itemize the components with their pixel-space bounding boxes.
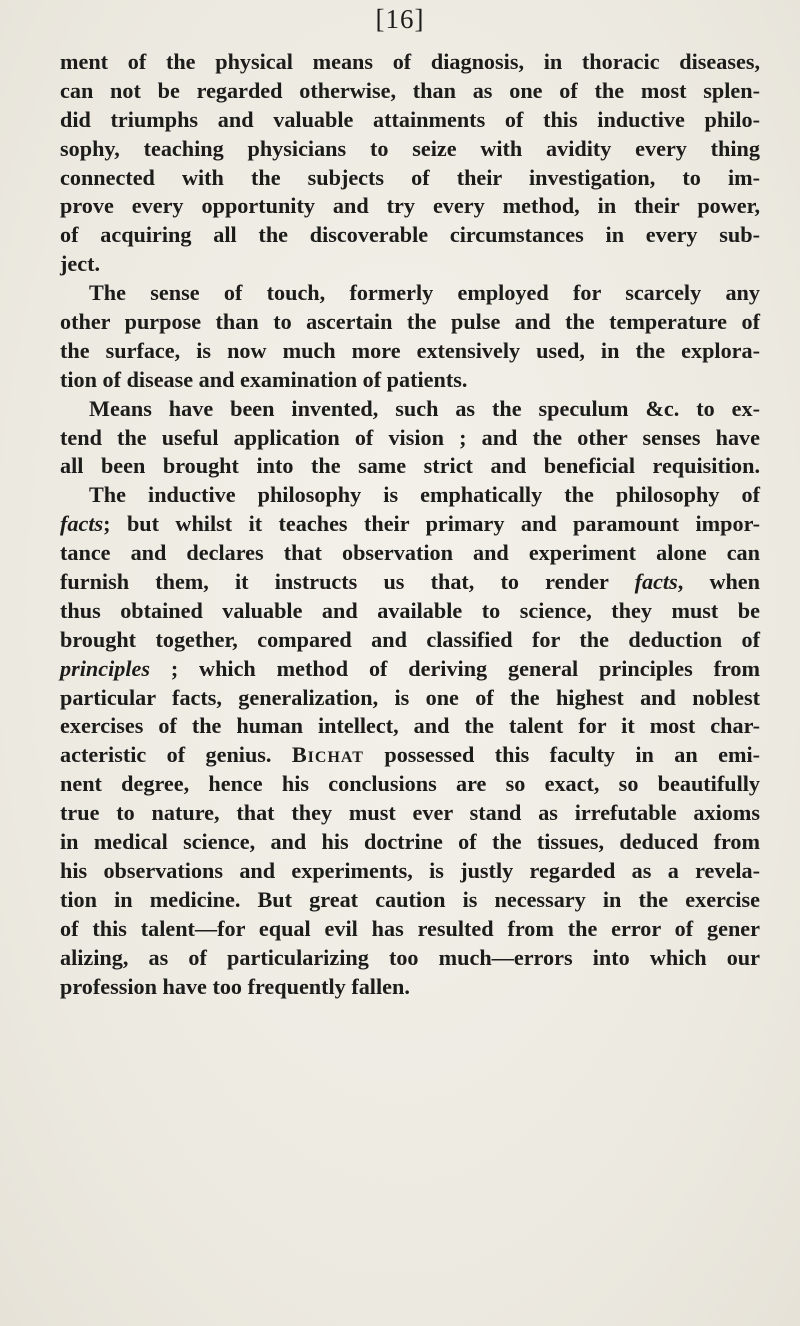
text-segment: connected with the subjects of their investigation, to im-: [60, 164, 760, 190]
text-segment: acteristic of genius.: [60, 742, 292, 768]
text-segment: , when: [677, 569, 760, 595]
text-line: [60, 77, 760, 106]
text-segment: brought together, compared and classified for the deduction of: [60, 626, 760, 652]
text-segment: his observations and experiments, is justly regarded as a revela-: [60, 857, 760, 883]
text-line: [60, 221, 760, 250]
text-line: [60, 48, 760, 77]
text-line: [60, 857, 760, 886]
text-segment: of acquiring all the discoverable circumstances in every sub-: [60, 222, 760, 248]
text-line: [60, 770, 760, 799]
text-line: [60, 741, 760, 770]
text-line: [60, 626, 760, 655]
text-segment: did triumphs and valuable attainments of this inductive philo-: [60, 106, 760, 132]
text-line: [60, 568, 760, 597]
text-line: [60, 712, 760, 741]
text-segment: Bichat: [291, 742, 364, 768]
text-segment: can not be regarded otherwise, than as one of the most splen-: [60, 77, 760, 103]
text-segment: in medical science, and his doctrine of the tissues, deduced from: [60, 829, 760, 855]
text-segment: facts: [634, 569, 678, 595]
text-segment: thus obtained valuable and available to science, they must be: [60, 597, 760, 623]
text-segment: alizing, as of particularizing too much—errors into which our: [60, 944, 760, 970]
text-segment: tion of disease and examination of patients.: [60, 366, 468, 392]
text-line: [60, 279, 760, 308]
text-segment: tance and declares that observation and experiment alone can: [60, 540, 760, 566]
text-segment: exercises of the human intellect, and the talent for it most char-: [60, 713, 760, 739]
text-line: [60, 164, 760, 193]
text-line: [60, 944, 760, 973]
text-segment: ; but whilst it teaches their primary and paramount impor-: [103, 511, 760, 537]
text-line: [60, 481, 760, 510]
text-line: [60, 539, 760, 568]
text-segment: tend the useful application of vision ; and the other senses have: [60, 424, 760, 450]
text-segment: of this talent—for equal evil has resulted from the error of gener: [60, 915, 760, 941]
text-segment: true to nature, that they must ever stand as irrefutable axioms: [60, 800, 760, 826]
text-segment: possessed this faculty in an emi-: [363, 742, 760, 768]
text-segment: other purpose than to ascertain the pulse and the temperature of: [60, 309, 760, 335]
text-line: [60, 915, 760, 944]
text-line: [60, 973, 760, 1002]
text-segment: nent degree, hence his conclusions are so exact, so beautifully: [60, 771, 760, 797]
text-segment: principles: [60, 655, 150, 681]
text-line: [60, 308, 760, 337]
body-text: [60, 48, 760, 1001]
text-segment: particular facts, generalization, is one of the highest and noblest: [60, 684, 760, 710]
text-segment: The inductive philosophy is emphatically the philosophy of: [89, 482, 760, 508]
text-segment: furnish them, it instructs us that, to render: [60, 569, 635, 595]
text-line: [60, 337, 760, 366]
text-line: [60, 886, 760, 915]
text-segment: profession have too frequently fallen.: [60, 973, 410, 999]
text-line: [60, 828, 760, 857]
text-line: [60, 250, 760, 279]
text-line: [60, 366, 760, 395]
text-segment: prove every opportunity and try every method, in their power,: [60, 193, 760, 219]
text-line: [60, 395, 760, 424]
text-segment: facts: [60, 511, 104, 537]
text-segment: Means have been invented, such as the speculum &c. to ex-: [89, 395, 760, 421]
text-line: [60, 655, 760, 684]
text-line: [60, 135, 760, 164]
text-line: [60, 192, 760, 221]
text-line: [60, 597, 760, 626]
text-segment: all been brought into the same strict and beneficial requisition.: [60, 453, 760, 479]
text-line: [60, 424, 760, 453]
text-segment: ; which method of deriving general principles from: [150, 655, 760, 681]
text-segment: the surface, is now much more extensively used, in the explora-: [60, 337, 760, 363]
text-segment: sophy, teaching physicians to seize with avidity every thing: [60, 135, 760, 161]
text-line: [60, 106, 760, 135]
text-line: [60, 452, 760, 481]
text-segment: ment of the physical means of diagnosis, in thoracic diseases,: [60, 49, 760, 74]
text-line: [60, 799, 760, 828]
text-line: [60, 510, 760, 539]
page-number: [16]: [375, 4, 425, 34]
text-segment: ject.: [60, 251, 101, 277]
text-segment: tion in medicine. But great caution is necessary in the exercise: [60, 886, 760, 912]
text-segment: The sense of touch, formerly employed for scarcely any: [89, 280, 760, 306]
text-line: [60, 684, 760, 713]
